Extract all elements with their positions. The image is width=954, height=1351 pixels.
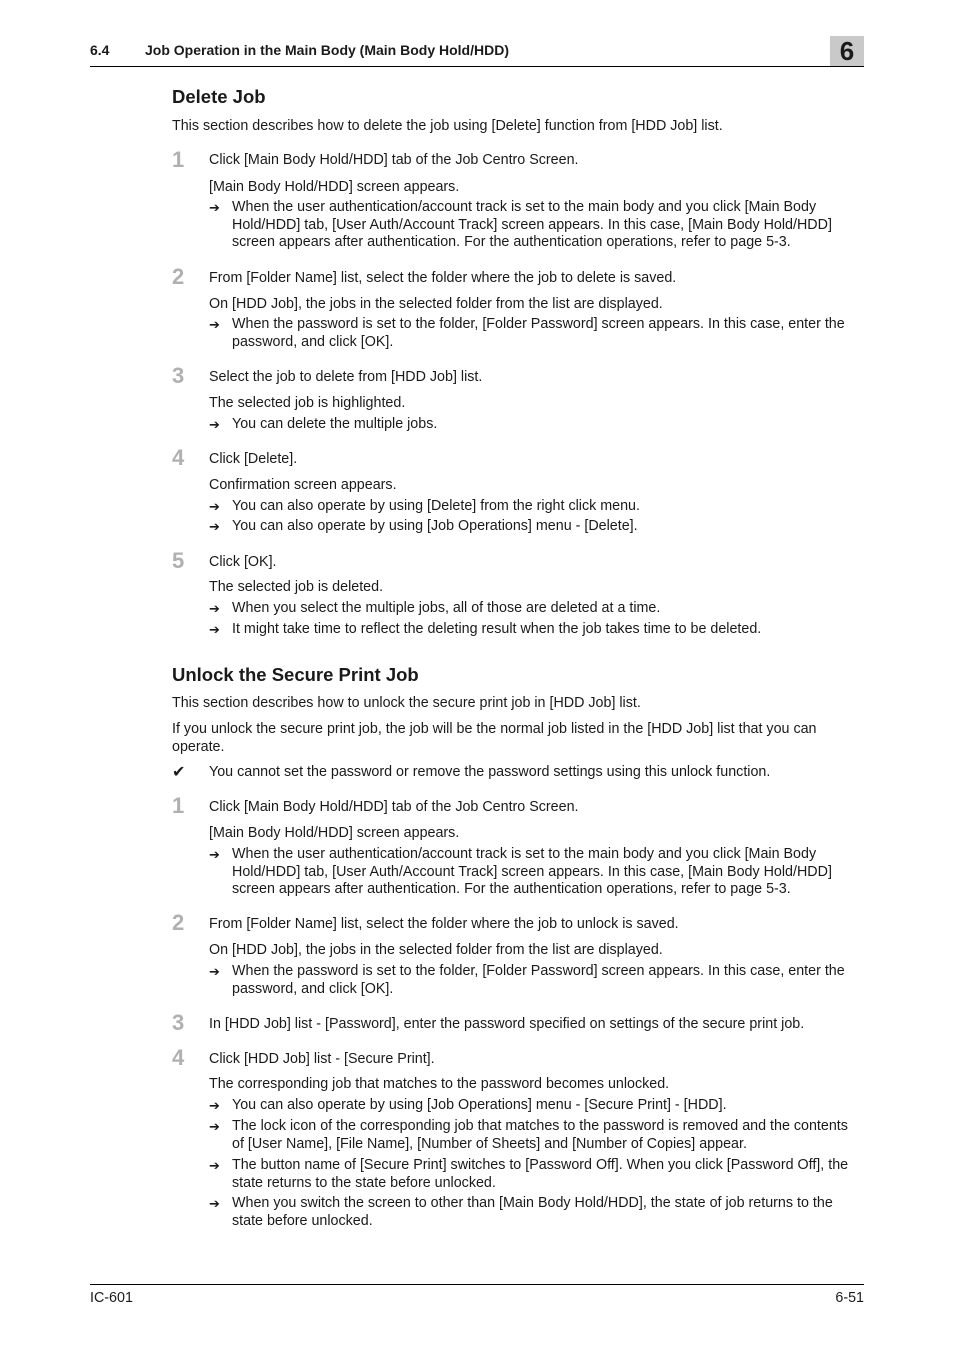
arrow-icon: ➔ (209, 1119, 220, 1134)
arrow-icon: ➔ (209, 200, 220, 215)
arrow-icon: ➔ (209, 417, 220, 432)
step-result: On [HDD Job], the jobs in the selected folder from the list are displayed. (209, 942, 663, 958)
delete-job-heading: Delete Job (172, 86, 266, 107)
step-result: The selected job is highlighted. (209, 395, 406, 411)
step-result: The selected job is deleted. (209, 579, 384, 595)
step-text: From [Folder Name] list, select the folder where the job to delete is saved. (209, 270, 677, 286)
arrow-icon: ➔ (209, 499, 220, 514)
footer-model: IC-601 (90, 1290, 133, 1306)
step-note: You can also operate by using [Job Operations] menu - [Delete]. (232, 518, 638, 534)
unlock-job-intro: This section describes how to unlock the secure print job in [HDD Job] list. (172, 695, 641, 711)
arrow-icon: ➔ (209, 964, 220, 979)
arrow-icon: ➔ (209, 847, 220, 862)
step-note: The button name of [Secure Print] switches to [Password Off]. When you click [Password Off], the state returns to the state before unlocked. (232, 1157, 849, 1191)
step-number: 4 (172, 445, 185, 470)
step-number: 1 (172, 147, 185, 172)
step-number: 2 (172, 264, 185, 289)
unlock-job-heading: Unlock the Secure Print Job (172, 664, 419, 685)
arrow-icon: ➔ (209, 519, 220, 534)
arrow-icon: ➔ (209, 317, 220, 332)
step-text: Click [OK]. (209, 554, 277, 570)
step-note: When the password is set to the folder, [Folder Password] screen appears. In this case, enter the password, and click [OK]. (232, 963, 845, 997)
step-result: The corresponding job that matches to the password becomes unlocked. (209, 1076, 670, 1092)
footer-page-number: 6-51 (835, 1290, 864, 1306)
step-text: Select the job to delete from [HDD Job] list. (209, 369, 483, 385)
step-text: Click [Delete]. (209, 451, 298, 467)
step-number: 1 (172, 793, 185, 818)
step-result: [Main Body Hold/HDD] screen appears. (209, 179, 460, 195)
step-note: When the password is set to the folder, [Folder Password] screen appears. In this case, enter the password, and click [OK]. (232, 316, 845, 350)
step-note: When the user authentication/account track is set to the main body and you click [Main Body Hold/HDD] tab, [User Auth/Account Track] screen appears. In this case, [Main Body Hold/HDD] screen appears after authentication. For the authentication operations, refer to page 5-3. (232, 846, 832, 897)
arrow-icon: ➔ (209, 1196, 220, 1211)
step-text: In [HDD Job] list - [Password], enter the password specified on settings of the secure print job. (209, 1016, 805, 1032)
step-number: 2 (172, 910, 185, 935)
unlock-job-intro-2: If you unlock the secure print job, the job will be the normal job listed in the [HDD Job] list that you can operate. (172, 721, 817, 755)
step-text: Click [HDD Job] list - [Secure Print]. (209, 1051, 435, 1067)
check-note: You cannot set the password or remove the password settings using this unlock function. (209, 764, 771, 780)
page-header (90, 38, 864, 67)
page-footer (90, 1284, 864, 1306)
step-note: You can also operate by using [Job Operations] menu - [Secure Print] - [HDD]. (232, 1097, 727, 1113)
step-number: 5 (172, 548, 185, 573)
step-note: When you select the multiple jobs, all of those are deleted at a time. (232, 600, 661, 616)
section-number: 6.4 (90, 42, 110, 58)
arrow-icon: ➔ (209, 1158, 220, 1173)
step-note: You can also operate by using [Delete] from the right click menu. (232, 498, 640, 514)
step-result: Confirmation screen appears. (209, 477, 397, 493)
arrow-icon: ➔ (209, 622, 220, 637)
step-number: 3 (172, 1010, 185, 1035)
step-text: From [Folder Name] list, select the folder where the job to unlock is saved. (209, 916, 679, 932)
step-note: It might take time to reflect the deleting result when the job takes time to be deleted. (232, 621, 762, 637)
arrow-icon: ➔ (209, 1098, 220, 1113)
step-note: When you switch the screen to other than [Main Body Hold/HDD], the state of job returns to the state before unlocked. (232, 1195, 833, 1229)
step-number: 3 (172, 363, 185, 388)
step-result: On [HDD Job], the jobs in the selected folder from the list are displayed. (209, 296, 663, 312)
step-result: [Main Body Hold/HDD] screen appears. (209, 825, 460, 841)
step-number: 4 (172, 1045, 185, 1070)
step-note: The lock icon of the corresponding job that matches to the password is removed and the contents of [User Name], [File Name], [Number of Sheets] and [Number of Copies] appear. (232, 1118, 848, 1152)
section-title: Job Operation in the Main Body (Main Body Hold/HDD) (145, 42, 509, 58)
check-icon: ✔ (172, 764, 186, 781)
step-note: You can delete the multiple jobs. (232, 416, 438, 432)
arrow-icon: ➔ (209, 601, 220, 616)
step-text: Click [Main Body Hold/HDD] tab of the Job Centro Screen. (209, 152, 579, 168)
step-note: When the user authentication/account track is set to the main body and you click [Main Body Hold/HDD] tab, [User Auth/Account Track] screen appears. In this case, [Main Body Hold/HDD] screen appears after authentication. For the authentication operations, refer to page 5-3. (232, 199, 832, 250)
chapter-badge: 6 (830, 36, 864, 66)
delete-job-intro: This section describes how to delete the job using [Delete] function from [HDD Job] list. (172, 118, 723, 134)
step-text: Click [Main Body Hold/HDD] tab of the Job Centro Screen. (209, 799, 579, 815)
